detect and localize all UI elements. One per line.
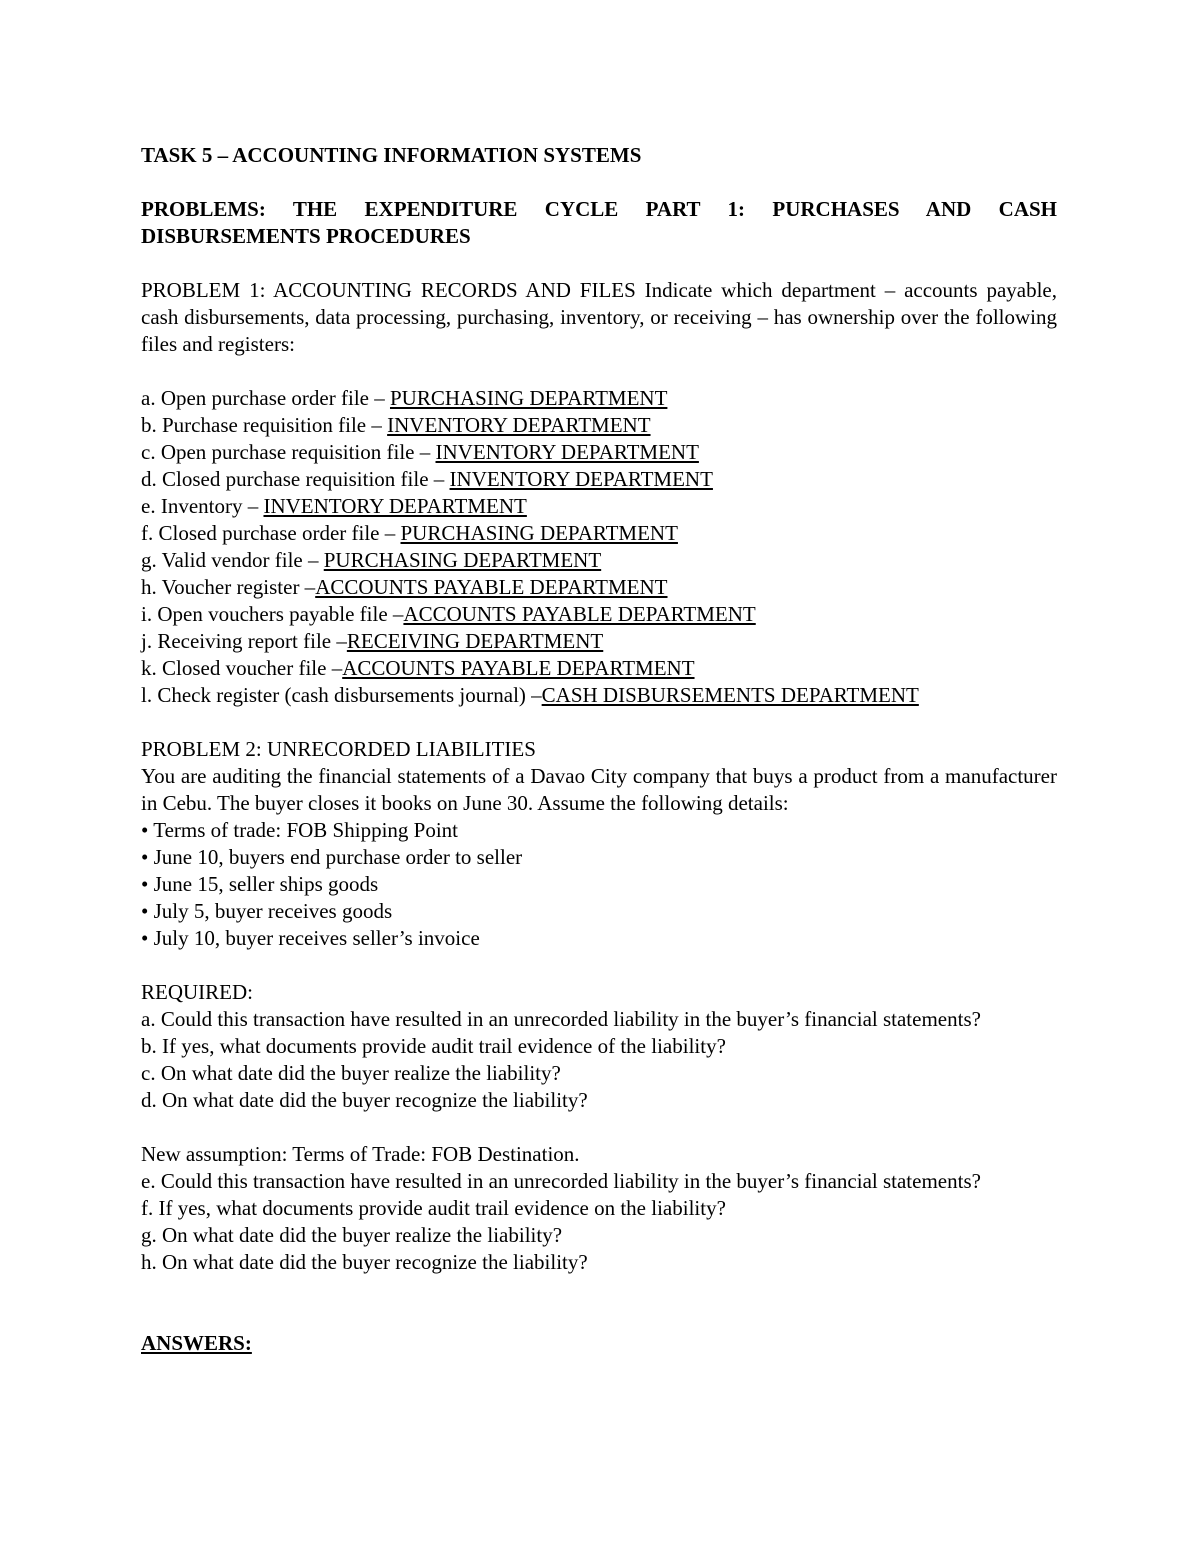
problems-heading: PROBLEMS: THE EXPENDITURE CYCLE PART 1: PURCHASES AND CASH DISBURSEMENTS PROCEDURES (141, 197, 1057, 248)
answers-label: ANSWERS: (141, 1331, 252, 1355)
answer-department: ACCOUNTS PAYABLE DEPARTMENT (342, 656, 695, 680)
answer-department: INVENTORY DEPARTMENT (435, 440, 699, 464)
list-item: j. Receiving report file –RECEIVING DEPARTMENT (141, 629, 604, 653)
answer-department: PURCHASING DEPARTMENT (323, 548, 602, 572)
answer-department: RECEIVING DEPARTMENT (346, 629, 604, 653)
problem2-details (141, 817, 1057, 952)
list-item: f. Closed purchase order file – PURCHASING DEPARTMENT (141, 521, 678, 545)
answer-department: INVENTORY DEPARTMENT (263, 494, 527, 518)
answer-department: ACCOUNTS PAYABLE DEPARTMENT (403, 602, 756, 626)
list-item: a. Open purchase order file – PURCHASING DEPARTMENT (141, 386, 668, 410)
list-item: • June 10, buyers end purchase order to seller (141, 845, 523, 869)
problem2-intro: You are auditing the financial statements of a Davao City company that buys a product from a manufacturer in Cebu. The buyer closes it books on June 30. Assume the following details: (141, 764, 1057, 815)
list-item: • July 5, buyer receives goods (141, 899, 393, 923)
list-item: g. On what date did the buyer realize the liability? (141, 1223, 563, 1247)
list-item: e. Could this transaction have resulted in an unrecorded liability in the buyer’s financial statements? (141, 1169, 981, 1193)
list-item: • Terms of trade: FOB Shipping Point (141, 818, 458, 842)
problem2-heading: PROBLEM 2: UNRECORDED LIABILITIES (141, 737, 536, 761)
answer-department: PURCHASING DEPARTMENT (400, 521, 678, 545)
list-item: c. On what date did the buyer realize the liability? (141, 1061, 561, 1085)
task-title: TASK 5 – ACCOUNTING INFORMATION SYSTEMS (141, 143, 642, 167)
list-item: g. Valid vendor file – PURCHASING DEPARTMENT (141, 548, 602, 572)
list-item: d. On what date did the buyer recognize the liability? (141, 1088, 588, 1112)
answer-department: INVENTORY DEPARTMENT (449, 467, 713, 491)
list-item: c. Open purchase requisition file – INVENTORY DEPARTMENT (141, 440, 699, 464)
problem1-intro: PROBLEM 1: ACCOUNTING RECORDS AND FILES Indicate which department – accounts payable, cash disbursements, data processing, purchasing, inventory, or receiving – has ownership over the following files and registers: (141, 278, 1057, 356)
list-item: • June 15, seller ships goods (141, 872, 379, 896)
list-item: d. Closed purchase requisition file – INVENTORY DEPARTMENT (141, 467, 713, 491)
required-list (141, 1006, 1057, 1114)
new-assumption: New assumption: Terms of Trade: FOB Destination. (141, 1142, 580, 1166)
list-item: b. If yes, what documents provide audit trail evidence of the liability? (141, 1034, 726, 1058)
list-item: h. Voucher register –ACCOUNTS PAYABLE DEPARTMENT (141, 575, 668, 599)
list-item: l. Check register (cash disbursements journal) –CASH DISBURSEMENTS DEPARTMENT (141, 683, 919, 707)
list-item: i. Open vouchers payable file –ACCOUNTS PAYABLE DEPARTMENT (141, 602, 756, 626)
list-item: f. If yes, what documents provide audit trail evidence on the liability? (141, 1196, 726, 1220)
answer-department: CASH DISBURSEMENTS DEPARTMENT (541, 683, 919, 707)
document-body (141, 142, 1057, 1357)
answer-department: INVENTORY DEPARTMENT (387, 413, 651, 437)
problem1-list (141, 385, 1057, 709)
list-item: e. Inventory – INVENTORY DEPARTMENT (141, 494, 527, 518)
required-list-2 (141, 1168, 1057, 1276)
list-item: k. Closed voucher file –ACCOUNTS PAYABLE DEPARTMENT (141, 656, 695, 680)
list-item: b. Purchase requisition file – INVENTORY DEPARTMENT (141, 413, 651, 437)
list-item: • July 10, buyer receives seller’s invoice (141, 926, 480, 950)
answer-department: PURCHASING DEPARTMENT (389, 386, 668, 410)
list-item: a. Could this transaction have resulted in an unrecorded liability in the buyer’s financial statements? (141, 1007, 981, 1031)
list-item: h. On what date did the buyer recognize the liability? (141, 1250, 588, 1274)
answer-department: ACCOUNTS PAYABLE DEPARTMENT (315, 575, 668, 599)
required-label: REQUIRED: (141, 980, 253, 1004)
